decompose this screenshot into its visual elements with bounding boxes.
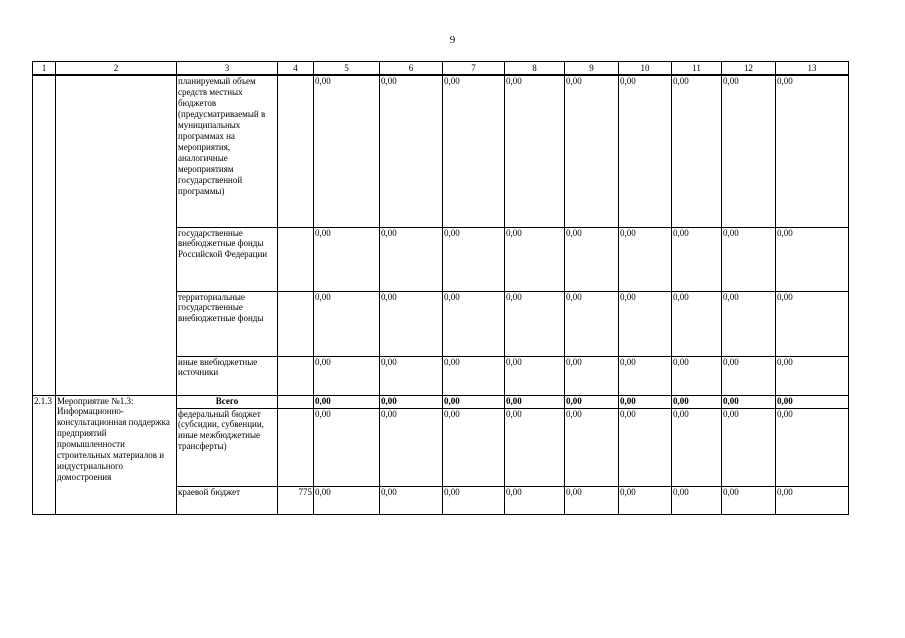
column-header: 5 [314, 62, 380, 76]
page-number: 9 [449, 34, 456, 46]
value-cell: 0,00 [380, 291, 443, 356]
column-header: 11 [672, 62, 722, 76]
table-header-row [33, 62, 849, 76]
value-cell: 0,00 [672, 227, 722, 291]
column-header: 8 [505, 62, 565, 76]
measure-name: Мероприятие №1.3: Информационно-консультационная поддержка предприятий промышленности строительных материалов и индустриального домостроения [56, 395, 177, 514]
funding-source-total: Всего [177, 395, 278, 408]
value-cell: 0,00 [505, 291, 565, 356]
value-cell: 0,00 [776, 291, 849, 356]
value-cell: 0,00 [776, 227, 849, 291]
funding-source: иные внебюджетные источники [177, 356, 278, 395]
value-cell: 0,00 [380, 356, 443, 395]
column-header: 4 [278, 62, 314, 76]
value-cell: 0,00 [619, 408, 672, 486]
value-cell: 0,00 [505, 356, 565, 395]
column-header: 3 [177, 62, 278, 76]
value-cell: 0,00 [565, 356, 619, 395]
value-cell: 0,00 [443, 408, 505, 486]
column-header: 13 [776, 62, 849, 76]
value-cell: 0,00 [619, 291, 672, 356]
value-cell: 0,00 [443, 486, 505, 514]
budget-code [278, 395, 314, 408]
funding-source: краевой бюджет [177, 486, 278, 514]
value-cell: 0,00 [722, 227, 776, 291]
value-cell: 0,00 [722, 395, 776, 408]
value-cell: 0,00 [505, 408, 565, 486]
column-header: 1 [33, 62, 56, 76]
table-row [33, 75, 849, 227]
value-cell: 0,00 [314, 227, 380, 291]
column-header: 12 [722, 62, 776, 76]
funding-source: государственные внебюджетные фонды Российской Федерации [177, 227, 278, 291]
value-cell: 0,00 [565, 227, 619, 291]
value-cell: 0,00 [314, 486, 380, 514]
value-cell: 0,00 [380, 486, 443, 514]
value-cell: 0,00 [619, 75, 672, 227]
funding-source: планируемый объем средств местных бюджетов (предусматриваемый в муниципальных программах на мероприятия, аналогичные мероприятиям государственной программы) [177, 75, 278, 227]
value-cell: 0,00 [722, 75, 776, 227]
budget-code: 775 [278, 486, 314, 514]
value-cell: 0,00 [505, 395, 565, 408]
value-cell: 0,00 [314, 75, 380, 227]
value-cell: 0,00 [505, 486, 565, 514]
value-cell: 0,00 [776, 75, 849, 227]
value-cell: 0,00 [672, 356, 722, 395]
value-cell: 0,00 [565, 75, 619, 227]
measure-number: 2.1.3 [33, 395, 56, 514]
value-cell: 0,00 [314, 356, 380, 395]
value-cell: 0,00 [314, 395, 380, 408]
budget-code [278, 291, 314, 356]
column-header: 10 [619, 62, 672, 76]
value-cell: 0,00 [565, 395, 619, 408]
budget-code [278, 356, 314, 395]
value-cell: 0,00 [672, 75, 722, 227]
value-cell: 0,00 [565, 291, 619, 356]
budget-table [32, 61, 849, 515]
value-cell: 0,00 [619, 356, 672, 395]
budget-code [278, 227, 314, 291]
measure-name-cell [56, 75, 177, 395]
value-cell: 0,00 [776, 408, 849, 486]
column-header: 9 [565, 62, 619, 76]
funding-source: территориальные государственные внебюджетные фонды [177, 291, 278, 356]
value-cell: 0,00 [505, 227, 565, 291]
value-cell: 0,00 [443, 395, 505, 408]
value-cell: 0,00 [565, 408, 619, 486]
value-cell: 0,00 [722, 408, 776, 486]
measure-number-cell [33, 75, 56, 395]
value-cell: 0,00 [722, 486, 776, 514]
budget-code [278, 75, 314, 227]
value-cell: 0,00 [380, 227, 443, 291]
value-cell: 0,00 [380, 408, 443, 486]
value-cell: 0,00 [672, 291, 722, 356]
value-cell: 0,00 [443, 291, 505, 356]
value-cell: 0,00 [722, 291, 776, 356]
value-cell: 0,00 [672, 486, 722, 514]
column-header: 2 [56, 62, 177, 76]
value-cell: 0,00 [380, 395, 443, 408]
value-cell: 0,00 [380, 75, 443, 227]
value-cell: 0,00 [776, 395, 849, 408]
value-cell: 0,00 [619, 395, 672, 408]
budget-code [278, 408, 314, 486]
value-cell: 0,00 [776, 486, 849, 514]
value-cell: 0,00 [619, 227, 672, 291]
column-header: 6 [380, 62, 443, 76]
column-header: 7 [443, 62, 505, 76]
value-cell: 0,00 [565, 486, 619, 514]
value-cell: 0,00 [443, 75, 505, 227]
value-cell: 0,00 [619, 486, 672, 514]
value-cell: 0,00 [722, 356, 776, 395]
value-cell: 0,00 [443, 227, 505, 291]
value-cell: 0,00 [776, 356, 849, 395]
table-row [33, 395, 849, 408]
funding-source: федеральный бюджет (субсидии, субвенции, иные межбюджетные трансферты) [177, 408, 278, 486]
value-cell: 0,00 [505, 75, 565, 227]
value-cell: 0,00 [672, 408, 722, 486]
value-cell: 0,00 [443, 356, 505, 395]
value-cell: 0,00 [314, 291, 380, 356]
value-cell: 0,00 [672, 395, 722, 408]
value-cell: 0,00 [314, 408, 380, 486]
